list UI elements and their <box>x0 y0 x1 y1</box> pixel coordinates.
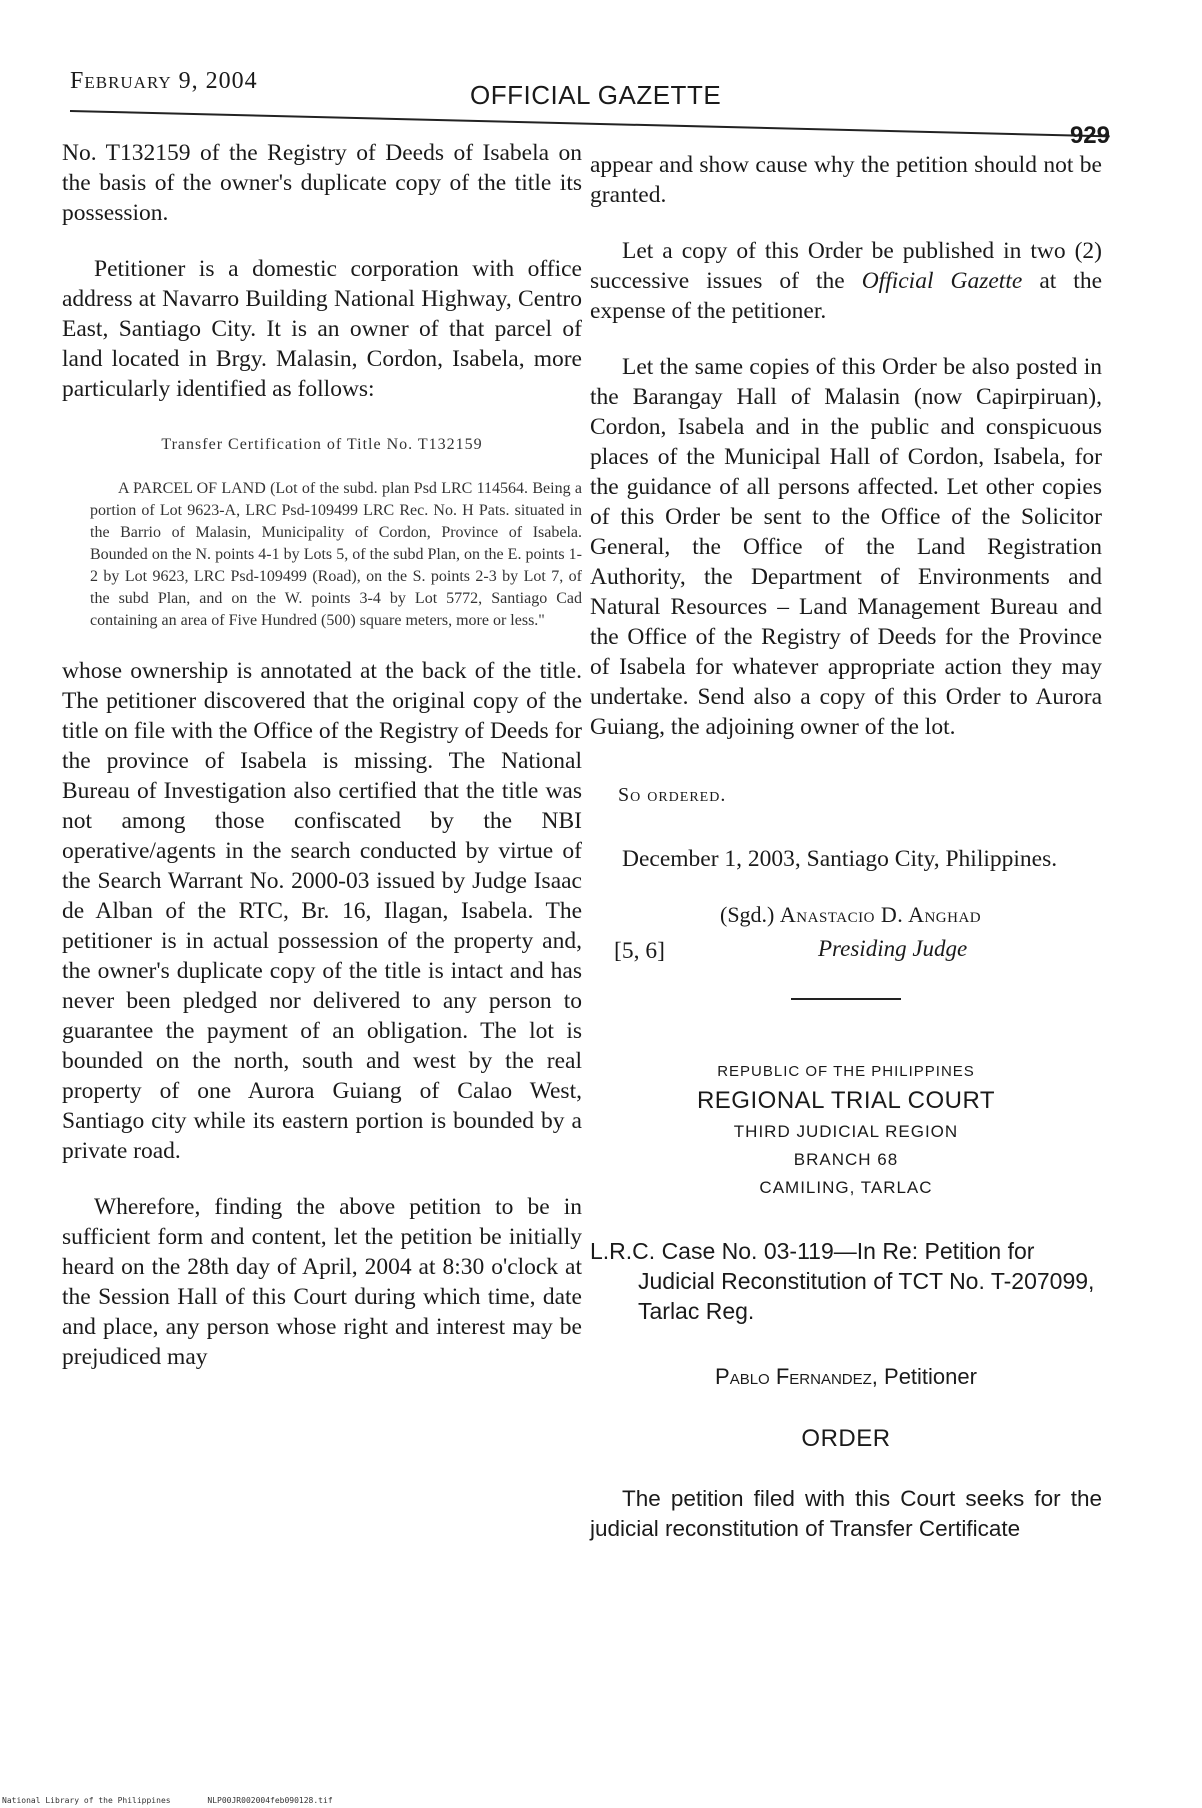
court-heading <box>590 1060 1102 1202</box>
so-ordered: So ordered. <box>618 784 727 806</box>
signature-prefix: (Sgd.) <box>720 902 780 927</box>
judge-name: Anastacio D. Anghad <box>779 902 982 927</box>
signature-role: Presiding Judge <box>818 936 968 961</box>
signature-name <box>720 900 981 930</box>
tct-description: A PARCEL OF LAND (Lot of the subd. plan Psd LRC 114564. Being a portion of Lot 9623-A, LRC Psd-109499 LRC Rec. No. H Pats. situated in the Barrio of Malasin, Municipality of Cordon, Province of Isabela. Bounded on the N. points 4-1 by Lots 5, of the subd Plan, on the E. points 1-2 by Lot 9623, LRC Psd-109499 (Road), on the S. points 2-3 by Lot 7, of the subd Plan, and on the W. points 3-4 by Lot 5772, Santiago Cad containing an area of Five Hundred (500) square meters, more or less." <box>90 480 582 629</box>
paragraph: Let the same copies of this Order be also posted in the Barangay Hall of Malasin (now Capirpiruan), Cordon, Isabela and in the public and conspicuous places of the Municipal Hall of Cordon, Isabela, for the guidance of all persons affected. Let other copies of this Order be sent to the Office of the Solicitor General, the Office of the Land Registration Authority, the Department of Environments and Natural Resources – Land Management Bureau and the Office of the Registry of Deeds for the Province of Isabela for whatever appropriate action they may undertake. Send also a copy of this Order to Aurora Guiang, the adjoining owner of the lot. <box>590 354 1102 740</box>
paragraph: appear and show cause why the petition should not be granted. <box>590 152 1102 208</box>
court-republic: REPUBLIC OF THE PHILIPPINES <box>717 1063 975 1080</box>
signature-block <box>590 900 1102 970</box>
right-column <box>590 150 1102 1570</box>
order-heading: ORDER <box>801 1425 891 1452</box>
text-run: at the expense of the petitioner. <box>590 268 1102 324</box>
reference-number: [5, 6] <box>614 938 665 964</box>
scan-footer <box>2 1796 365 1805</box>
section-divider <box>791 998 901 1000</box>
header-date: February 9, 2004 <box>70 68 258 94</box>
paragraph <box>590 236 1102 326</box>
court-location: CAMILING, TARLAC <box>759 1178 933 1197</box>
publication-title: OFFICIAL GAZETTE <box>470 80 722 110</box>
court-region: THIRD JUDICIAL REGION <box>733 1122 959 1141</box>
paragraph: whose ownership is annotated at the back of the title. The petitioner discovered that the original copy of the title on file with the Office of the Registry of Deeds for the province of Isabela is missing. The National Bureau of Investigation also certified that the title was not among those confiscated by the NBI operative/agents in the search conducted by virtue of the Search Warrant No. 2000-03 issued by Judge Isaac de Alban of the RTC, Br. 16, Ilagan, Isabela. The petitioner is in actual possession of the property and, the owner's duplicate copy of the title is intact and has never been pledged nor delivered to any person to guarantee the payment of an obligation. The lot is bounded on the north, south and west by the real property of one Aurora Guiang of Calao West, Santiago city while its eastern portion is bounded by a private road. <box>62 658 582 1164</box>
petitioner-suffix: , Petitioner <box>871 1364 977 1389</box>
court-name: REGIONAL TRIAL COURT <box>696 1087 996 1114</box>
gazette-name: Official Gazette <box>861 268 1023 294</box>
tct-heading: Transfer Certification of Title No. T132159 <box>161 436 483 453</box>
page-number: 929 <box>1069 122 1110 149</box>
footer-file: NLP00JR002004feb090128.tif <box>207 1796 333 1805</box>
court-branch: BRANCH 68 <box>793 1150 899 1169</box>
case-title: L.R.C. Case No. 03-119—In Re: Petition for Judicial Reconstitution of TCT No. T-207099, Tarlac Reg. <box>590 1238 1095 1324</box>
petitioner-line <box>590 1362 1102 1392</box>
header-rule <box>70 110 1110 137</box>
paragraph: No. T132159 of the Registry of Deeds of Isabela on the basis of the owner's duplicate copy of the title its possession. <box>62 140 582 226</box>
date-place: December 1, 2003, Santiago City, Philippines. <box>622 846 1058 872</box>
petitioner-name: Pablo Fernandez <box>715 1364 872 1389</box>
text-run: Let a copy of this Order be published in two (2) successive issues of the <box>590 238 1102 294</box>
footer-library: National Library of the Philippines <box>2 1796 171 1805</box>
paragraph: Petitioner is a domestic corporation with office address at Navarro Building National Highway, Centro East, Santiago City. It is an owner of that parcel of land located in Brgy. Malasin, Cordon, Isabela, more particularly identified as follows: <box>62 256 582 402</box>
paragraph: The petition filed with this Court seeks for the judicial reconstitution of Transfer Certificate <box>590 1486 1102 1541</box>
paragraph: Wherefore, finding the above petition to be in sufficient form and content, let the petition be initially heard on the 28th day of April, 2004 at 8:30 o'clock at the Session Hall of this Court during which time, date and place, any person whose right and interest may be prejudiced may <box>62 1194 582 1370</box>
left-column <box>62 138 582 1398</box>
